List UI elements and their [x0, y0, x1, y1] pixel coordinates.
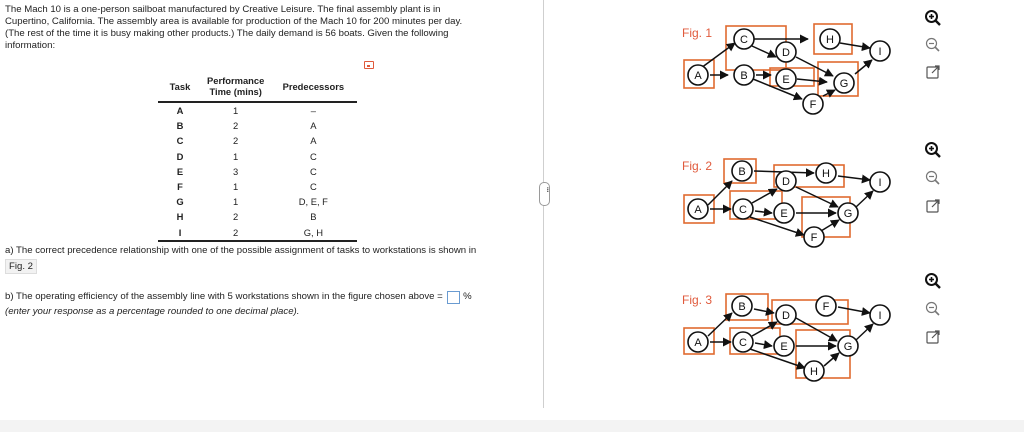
cell-time: 2	[233, 120, 239, 132]
open-new-window-icon[interactable]	[924, 63, 942, 81]
cell-task: I	[158, 225, 202, 241]
figure-label: Fig. 2	[682, 159, 713, 173]
edge-e-g	[797, 79, 827, 82]
header-time-line2: Time (mins)	[209, 86, 262, 97]
task-node-label: G	[839, 78, 849, 90]
cell-predecessors: –	[310, 105, 316, 117]
edge-c-d	[752, 46, 776, 57]
header-time	[202, 71, 269, 102]
problem-statement	[5, 4, 505, 52]
cell-predecessors: C	[309, 150, 317, 162]
edge-a-b	[708, 181, 732, 205]
table-row	[158, 209, 357, 224]
edge-a-c	[701, 43, 735, 68]
intro-line: (The rest of the time it is busy making other products.) The daily demand is 56 boats. Given the following	[5, 28, 449, 39]
task-table	[158, 71, 357, 242]
table-row	[158, 118, 357, 133]
cell-time: 1	[233, 181, 239, 193]
task-node-label: F	[809, 99, 817, 111]
task-node-label: E	[780, 208, 788, 220]
task-node-label: F	[810, 232, 818, 244]
cell-predecessors: A	[310, 135, 317, 147]
table-row	[158, 194, 357, 209]
header-predecessors: Predecessors	[269, 71, 357, 102]
cell-predecessors: C	[309, 165, 317, 177]
edge-f-i	[838, 307, 870, 313]
question-b-text: b) The operating efficiency of the assembly line with 5 workstations shown in the figure chosen above =	[5, 291, 443, 302]
cell-time: 1	[233, 196, 239, 208]
cell-predecessors: A	[310, 120, 317, 132]
cell-predecessors: G, H	[269, 225, 357, 241]
zoom-in-icon[interactable]	[924, 141, 942, 159]
cell-task: A	[176, 105, 184, 117]
figure-3[interactable]	[678, 286, 898, 386]
zoom-out-icon[interactable]	[924, 36, 942, 54]
task-node-label: B	[738, 166, 746, 178]
edge-g-i	[856, 324, 873, 340]
task-node-label: A	[694, 70, 702, 82]
open-new-window-icon[interactable]	[924, 328, 942, 346]
question-b-hint: (enter your response as a percentage rounded to one decimal place).	[5, 306, 300, 317]
task-node-label: C	[739, 204, 747, 216]
zoom-out-icon[interactable]	[924, 169, 942, 187]
task-node-label: D	[782, 310, 790, 322]
task-node-label: I	[878, 310, 882, 322]
task-node-label: I	[878, 177, 882, 189]
intro-line: information:	[5, 40, 56, 51]
edge-c-e	[755, 343, 772, 346]
answer-a-selection[interactable]: Fig. 2	[5, 259, 37, 274]
cell-predecessors: C	[309, 181, 317, 193]
header-time-line1: Performance	[207, 75, 265, 86]
task-node-label: C	[739, 337, 747, 349]
task-node-label: A	[694, 204, 702, 216]
task-node-label: F	[822, 301, 830, 313]
table-row	[158, 164, 357, 179]
zoom-out-icon[interactable]	[924, 300, 942, 318]
percent-unit: %	[463, 291, 472, 302]
question-a-text: a) The correct precedence relationship with one of the possible assignment of tasks to workstations is shown in	[5, 245, 477, 256]
task-node-label: G	[843, 208, 853, 220]
header-task: Task	[158, 71, 202, 102]
edge-g-i	[856, 191, 873, 207]
cell-predecessors: B	[310, 211, 317, 223]
task-node-label: A	[694, 337, 702, 349]
edge-f-g	[823, 90, 835, 96]
figure-2[interactable]	[678, 151, 898, 251]
cell-time: 3	[233, 165, 239, 177]
cell-task: E	[176, 165, 184, 177]
cell-time: 2	[202, 225, 269, 241]
task-node-label: C	[740, 34, 748, 46]
cell-time: 2	[233, 211, 239, 223]
question-b	[5, 291, 472, 317]
edge-a-b	[708, 313, 732, 336]
cell-task: H	[176, 211, 184, 223]
cell-task: G	[176, 196, 184, 208]
edge-h-g	[824, 353, 839, 366]
table-row	[158, 149, 357, 164]
cell-predecessors: D, E, F	[298, 196, 328, 208]
open-new-window-icon[interactable]	[924, 197, 942, 215]
task-node-label: B	[738, 301, 746, 313]
task-node-label: H	[826, 34, 834, 46]
edge-f-g	[821, 220, 839, 231]
table-row	[158, 179, 357, 194]
table-header-row	[158, 71, 357, 102]
task-node-label: H	[810, 366, 818, 378]
figure-label: Fig. 3	[682, 293, 713, 307]
intro-line: Cupertino, California. The assembly area is available for production of the Mach 10 for 200 minutes per day.	[5, 16, 463, 27]
table-row	[158, 133, 357, 148]
task-node-label: I	[878, 46, 882, 58]
cell-task: C	[176, 135, 184, 147]
task-node-label: G	[843, 341, 853, 353]
figure-1[interactable]	[678, 16, 898, 124]
zoom-in-icon[interactable]	[924, 9, 942, 27]
table-row	[158, 102, 357, 118]
efficiency-input[interactable]	[447, 291, 460, 304]
cell-time: 1	[233, 150, 239, 162]
edge-h-i	[840, 43, 870, 48]
copy-data-icon[interactable]	[364, 61, 374, 69]
resize-handle[interactable]	[539, 182, 550, 206]
cell-task: B	[176, 120, 184, 132]
intro-line: The Mach 10 is a one-person sailboat manufactured by Creative Leisure. The final assembly plant is in	[5, 4, 441, 15]
task-node-label: B	[740, 70, 748, 82]
table-row	[158, 225, 357, 241]
zoom-in-icon[interactable]	[924, 272, 942, 290]
task-node-label: E	[780, 341, 788, 353]
edge-b-h	[754, 309, 774, 313]
task-node-label: E	[782, 74, 790, 86]
edge-c-d	[752, 322, 777, 336]
edge-c-e	[755, 211, 772, 213]
edge-h-i	[838, 176, 870, 180]
task-node-label: D	[782, 176, 790, 188]
cell-task: D	[176, 150, 184, 162]
cell-time: 2	[233, 135, 239, 147]
cell-time: 1	[233, 105, 239, 117]
cell-task: F	[177, 181, 183, 193]
question-a	[5, 245, 476, 274]
figure-label: Fig. 1	[682, 26, 713, 40]
task-node-label: D	[782, 47, 790, 59]
task-node-label: H	[822, 168, 830, 180]
